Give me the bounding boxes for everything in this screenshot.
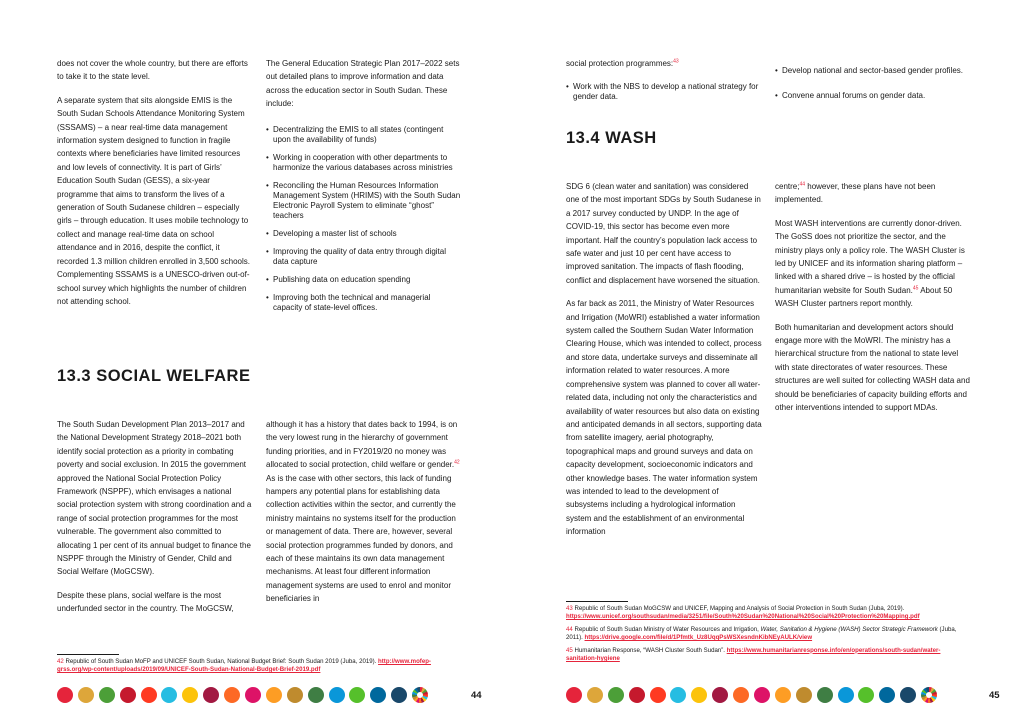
list-item: • Publishing data on education spending [266, 275, 461, 285]
list-item: • Decentralizing the EMIS to all states (contingent upon the availability of funds) [266, 125, 461, 145]
paragraph: A separate system that sits alongside EMIS is the South Sudan Schools Attendance Monitoring System (SSSAMS) – a near real-time data management information system designed to function in fragile contexts where beneficiaries have limited resources and low levels of connectivity. It is part of Girls’ Education South Sudan (GESS), a six-year programme that aims to transform the lives of a generation of South Sudanese children – especially girls – through education. It uses mobile technology to collect and manage real-time data on school attendance and in 2016, despite the conflict, it recorded 1.3 million children enrolled in 3,500 schools. Complementing SSSAMS is a UNESCO-driven out-of-school survey which highlights the number of children not attending school. [57, 95, 250, 306]
sdg-goal-5-icon [141, 687, 157, 703]
sdg-goal-13-icon [817, 687, 833, 703]
left-column-1 [57, 57, 250, 318]
paragraph: The South Sudan Development Plan 2013–2017 and the National Development Strategy 2018–2021 both identify social protection as a priority in combating poverty and social exclusion. In 2015 the government approved the National Social Protection Policy Framework (NSPPF), which envisages a national social protection system with strong coordination and a range of social protection programmes for the most vulnerable. The government also committed to allocating 1 per cent of its annual budget to finance the NSPPF through the Ministry of Gender, Child and Social Welfare (MoGCSW). [57, 420, 252, 577]
footnote-text: Republic of South Sudan Ministry of Water Resources and Irrigation, [572, 625, 761, 633]
list-item: • Developing a master list of schools [266, 229, 461, 239]
page-45 [512, 0, 1024, 724]
left-column-2 [266, 57, 461, 321]
list-item: • Working in cooperation with other departments to harmonize the various databases across ministries [266, 153, 461, 173]
sdg-goal-6-icon [161, 687, 177, 703]
sdg-goal-4-icon [120, 687, 136, 703]
bullet-list [266, 125, 461, 313]
sdg-goal-11-icon [266, 687, 282, 703]
sdg-goal-15-icon [349, 687, 365, 703]
paragraph [566, 57, 762, 70]
paragraph [775, 180, 971, 207]
footnote-link[interactable]: http://www.mofep-grss.org/wp-content/uploads/2019/09/UNICEF-South-Sudan-National-Budget-Brief-2019.pdf [57, 658, 431, 674]
section-heading: 13.3 SOCIAL WELFARE [57, 367, 251, 385]
footnote [57, 658, 462, 675]
footnote-number: 42 [57, 658, 64, 665]
text-run: although it has a history that dates back to 1994, is on the very lowest rung in the hierarchy of government funding priorities, and in FY2019/20 no money was allocated to social protection, child welfare or gender. [266, 420, 458, 470]
text-run: however, these plans have not been implemented. [775, 182, 936, 205]
paragraph: The General Education Strategic Plan 2017–2022 sets out detailed plans to improve information and data across the education sector in South Sudan. These include: [266, 59, 460, 109]
section-heading: 13.4 WASH [566, 129, 657, 147]
sdg-goal-17-icon [900, 687, 916, 703]
sdg-goal-12-icon [796, 687, 812, 703]
footnote-number: 43 [566, 605, 573, 612]
text-run: About 50 WASH Cluster partners report monthly. [775, 285, 953, 309]
page-number: 44 [471, 690, 482, 701]
paragraph: As far back as 2011, the Ministry of Water Resources and Irrigation (MoWRI) established a water information system called the Southern Sudan Water Information Clearing House, which was intended to collect, process and store data, undertake surveys and disseminate all information related to water resources. A more comprehensive system was planned to cover all water-related data, including not only the characteristics and availability of water resources but also data on existing and anticipated demands in all sectors, supporting data from satellite imagery, aerial photography, topographical maps and ground surveys and data on capacity development, socioeconomic indicators and other knowledge bases. The water information system was intended to lead to the development of subsystems including a hydrological information system and the establishment of an environmental information [566, 299, 762, 537]
footnote-link[interactable]: https://www.unicef.org/southsudan/media/3251/file/South%20Sudan%20National%20Social%20Protection%20Mapping.pdf [566, 613, 920, 621]
sdg-goal-16-icon [370, 687, 386, 703]
footnote-ref[interactable]: 44 [799, 181, 806, 188]
left-column-3 [57, 418, 253, 626]
footnote-text: Humanitarian Response, “WASH Cluster South Sudan”. [572, 646, 727, 654]
text-run: Most WASH interventions are currently donor-driven. The GoSS does not prioritize the sector, and the ministry plays only a policy role. The WASH Cluster is led by UNICEF and its information sharing platform – linked with a shared drive – is hosted by the official humanitarian website for South Sudan. [775, 218, 965, 295]
sdg-goal-7-icon [182, 687, 198, 703]
left-column-4 [266, 418, 462, 616]
sdg-wheel-icon [412, 687, 428, 703]
sdg-goal-16-icon [879, 687, 895, 703]
footnote-number: 45 [566, 646, 573, 654]
paragraph [775, 217, 971, 311]
footnote-rule [57, 654, 119, 655]
sdg-goal-3-icon [99, 687, 115, 703]
right-column-1 [566, 57, 762, 110]
sdg-goal-13-icon [308, 687, 324, 703]
sdg-goal-1-icon [57, 687, 73, 703]
sdg-icon-row [566, 687, 937, 703]
sdg-goal-17-icon [391, 687, 407, 703]
sdg-wheel-icon [921, 687, 937, 703]
sdg-goal-2-icon [587, 687, 603, 703]
list-item: • Improving both the technical and managerial capacity of state-level offices. [266, 293, 461, 313]
footnote-ref[interactable]: 45 [912, 285, 919, 292]
sdg-goal-4-icon [629, 687, 645, 703]
footnote-text: Republic of South Sudan MoFP and UNICEF South Sudan, National Budget Brief: South Sudan 2019 (Juba, 2019). [63, 658, 379, 665]
footnote-text: Republic of South Sudan MoGCSW and UNICEF, Mapping and Analysis of Social Protection in South Sudan (Juba, 2019). [572, 605, 905, 612]
sdg-goal-7-icon [691, 687, 707, 703]
list-item: • Convene annual forums on gender data. [775, 91, 971, 101]
list-item: • Improving the quality of data entry through digital data capture [266, 247, 461, 267]
paragraph: does not cover the whole country, but there are efforts to take it to the state level. [57, 59, 248, 82]
sdg-goal-5-icon [650, 687, 666, 703]
footnote-ref[interactable]: 42 [454, 459, 460, 466]
list-item: • Work with the NBS to develop a national strategy for gender data. [566, 82, 762, 102]
sdg-icon-row [57, 687, 428, 703]
sdg-goal-9-icon [224, 687, 240, 703]
sdg-goal-14-icon [329, 687, 345, 703]
right-column-2 [775, 66, 971, 109]
footnote-number: 44 [566, 625, 573, 633]
footnote-link[interactable]: https://drive.google.com/file/d/1Pfmtk_Uz8UqqPsWSXesndnKibNEyAULK/view [584, 634, 813, 642]
footnote-text: (Juba, 2011). [566, 625, 957, 642]
text-run: centre; [775, 182, 800, 191]
footnote-title: Water, Sanitation & Hygiene (WASH) Sector Strategic Framework [760, 625, 938, 633]
paragraph: SDG 6 (clean water and sanitation) was considered one of the most important SDGs by South Sudanese in a 2017 survey conducted by UNDP. In the age of COVID-19, this sector has become even more important. Half the country’s population lack access to safe water and just 10 per cent have access to improved sanitation. The impacts of flash flooding, conflict and displacement have worsened the situation. [566, 182, 761, 285]
right-column-4 [775, 180, 971, 425]
page-number: 45 [989, 690, 1000, 701]
list-item: • Reconciling the Human Resources Information Management System (HRIMS) with the South Sudan Electronic Payroll System to eliminate “ghost” teachers [266, 181, 461, 221]
text-run: social protection programmes: [566, 59, 674, 68]
sdg-goal-1-icon [566, 687, 582, 703]
sdg-goal-10-icon [245, 687, 261, 703]
footnote [566, 605, 971, 622]
footnote-ref[interactable]: 43 [673, 58, 679, 65]
list-item: • Develop national and sector-based gender profiles. [775, 66, 971, 76]
sdg-goal-12-icon [287, 687, 303, 703]
sdg-goal-8-icon [203, 687, 219, 703]
paragraph: Despite these plans, social welfare is the most underfunded sector in the country. The MoGCSW, [57, 590, 234, 614]
sdg-goal-6-icon [670, 687, 686, 703]
footnote-rule [566, 601, 628, 602]
sdg-goal-10-icon [754, 687, 770, 703]
sdg-goal-9-icon [733, 687, 749, 703]
sdg-goal-8-icon [712, 687, 728, 703]
paragraph: Both humanitarian and development actors should engage more with the MoWRI. The ministry has a hierarchical structure from the national to state level with state directorates of water resources. These structures are well suited for collecting WASH data and should be beneficiaries of capacity building efforts and other interventions intended to support MDAs. [775, 322, 970, 413]
right-column-3 [566, 180, 762, 549]
paragraph [266, 418, 462, 606]
sdg-goal-14-icon [838, 687, 854, 703]
sdg-goal-15-icon [858, 687, 874, 703]
sdg-goal-3-icon [608, 687, 624, 703]
footnote [566, 626, 971, 643]
footnote [566, 647, 971, 664]
footnote-link[interactable]: https://www.humanitarianresponse.info/en/operations/south-sudan/water-sanitation-hygiene [566, 646, 941, 663]
footnotes [566, 605, 971, 667]
text-run: As is the case with other sectors, this lack of funding hampers any potential plans for establishing data collection activities within the sector, and currently the ministry maintains no systems itself for the production or management of data. There are, however, several social protection programmes funded by donors, and each of these maintains its own data management mechanisms. At least four different information management systems are used to enrol and monitor beneficiaries in [266, 473, 456, 604]
sdg-goal-2-icon [78, 687, 94, 703]
sdg-goal-11-icon [775, 687, 791, 703]
